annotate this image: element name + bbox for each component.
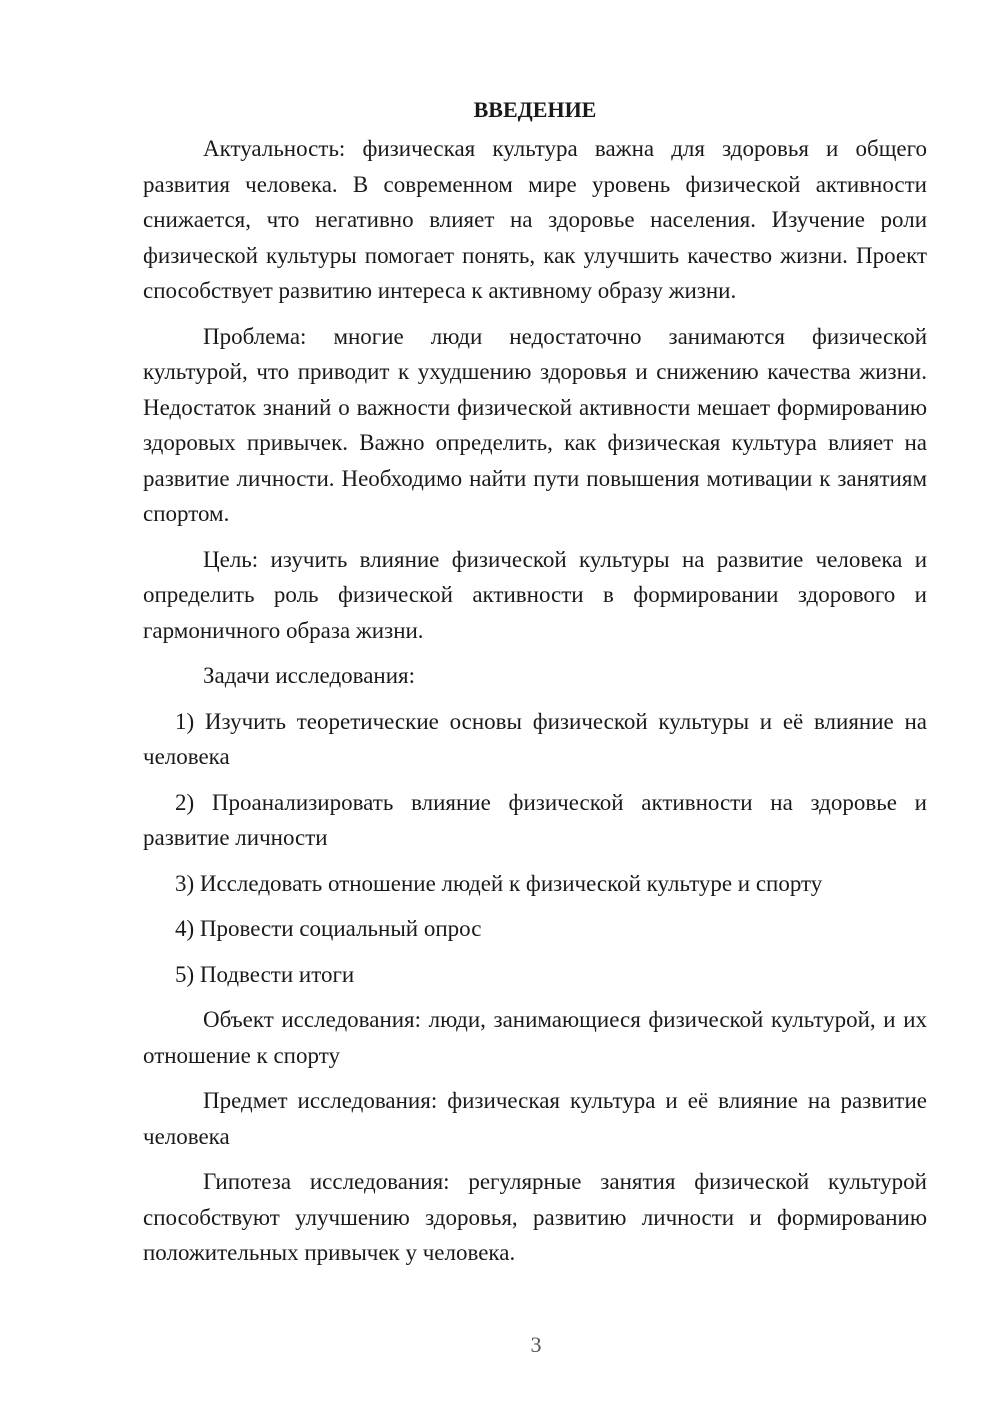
document-page <box>143 92 927 1281</box>
task-item-4: 4) Провести социальный опрос <box>175 916 482 941</box>
task-item-1: 1) Изучить теоретические основы физической культуры и её влияние на человека <box>143 708 927 769</box>
paragraph-object: Объект исследования: люди, занимающиеся физической культурой, и их отношение к спорту <box>143 1007 927 1068</box>
paragraph-hypothesis: Гипотеза исследования: регулярные занятия физической культурой способствуют улучшению здоровья, развитию личности и формированию положительных привычек у человека. <box>143 1169 927 1265</box>
page-title: ВВЕДЕНИЕ <box>473 97 597 122</box>
task-item-5: 5) Подвести итоги <box>175 961 355 987</box>
task-item-3: 3) Исследовать отношение людей к физической культуре и спорту <box>175 870 823 896</box>
paragraph-goal: Цель: изучить влияние физической культуры на развитие человека и определить роль физической активности в формировании здорового и гармоничного образа жизни. <box>143 546 927 643</box>
paragraph-problem: Проблема: многие люди недостаточно занимаются физической культурой, что приводит к ухудшению здоровья и снижению качества жизни. Недостаток знаний о важности физической активности мешает формированию здоровых привычек. Важно определить, как физическая культура влияет на развитие личности. Необходимо найти пути повышения мотивации к занятиям спортом. <box>143 323 927 526</box>
paragraph-subject: Предмет исследования: физическая культура и её влияние на развитие человека <box>143 1088 927 1149</box>
tasks-heading: Задачи исследования: <box>203 663 416 688</box>
paragraph-relevance: Актуальность: физическая культура важна для здоровья и общего развития человека. В современном мире уровень физической активности снижается, что негативно влияет на здоровье населения. Изучение роли физической культуры помогает понять, как улучшить качество жизни. Проект способствует развитию интереса к активному образу жизни. <box>143 136 927 303</box>
page-number: 3 <box>530 1332 542 1357</box>
task-item-2: 2) Проанализировать влияние физической активности на здоровье и развитие личности <box>143 789 927 850</box>
